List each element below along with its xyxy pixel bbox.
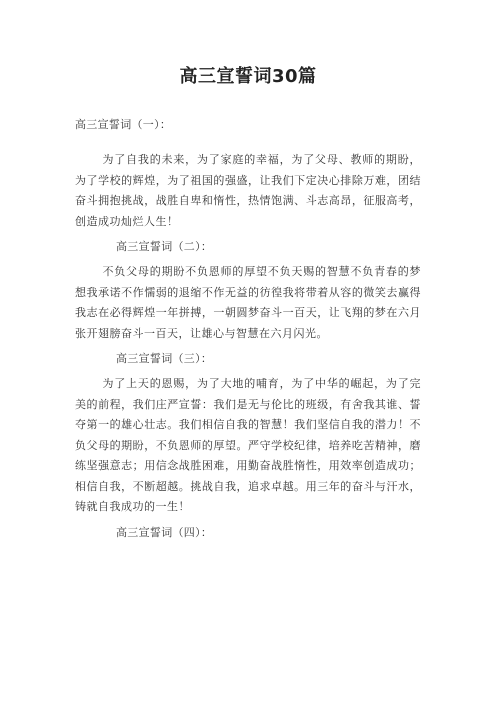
section-paragraph-1: 为了自我的未来，为了家庭的幸福，为了父母、教师的期盼，为了学校的辉煌，为了祖国的强盛，让我们下定决心排除万难，团结奋斗拥抱挑战，战胜自卑和惰性，热情饱满、斗志高昂，征服高考，创造成功灿烂人生！ <box>75 153 421 228</box>
section-paragraph-3: 为了上天的恩赐，为了大地的哺育，为了中华的崛起，为了完美的前程，我们庄严宣誓：我们是无与伦比的班级，有舍我其谁、誓夺第一的雄心壮志。我们相信自我的智慧！我们坚信自我的潜力！不负父母的期盼，不负恩师的厚望。严守学校纪律，培养吃苦精神，磨练坚强意志；用信念战胜困难，用勤奋战胜惰性，用效率创造成功；相信自我，不断超越。挑战自我，追求卓越。用三年的奋斗与汗水，铸就自我成功的一生！ <box>75 377 421 513</box>
section-paragraph-2: 不负父母的期盼不负恩师的厚望不负天赐的智慧不负青春的梦想我承诺不作懦弱的退缩不作无益的彷徨我将带着从容的微笑去赢得我志在必得辉煌一年拼搏，一朝圆梦奋斗一百天，让飞翔的梦在六月张开翅膀奋斗一百天，让雄心与智慧在六月闪光。 <box>75 265 421 340</box>
section-heading-2: 高三宣誓词（二）： <box>116 240 213 253</box>
document-body <box>75 118 421 548</box>
document-title: 高三宣誓词30篇 <box>179 66 317 87</box>
section-heading-1: 高三宣誓词（一）： <box>75 118 172 131</box>
section-heading-3: 高三宣誓词（三）： <box>116 352 213 365</box>
section-heading-4: 高三宣誓词（四）： <box>116 525 213 539</box>
